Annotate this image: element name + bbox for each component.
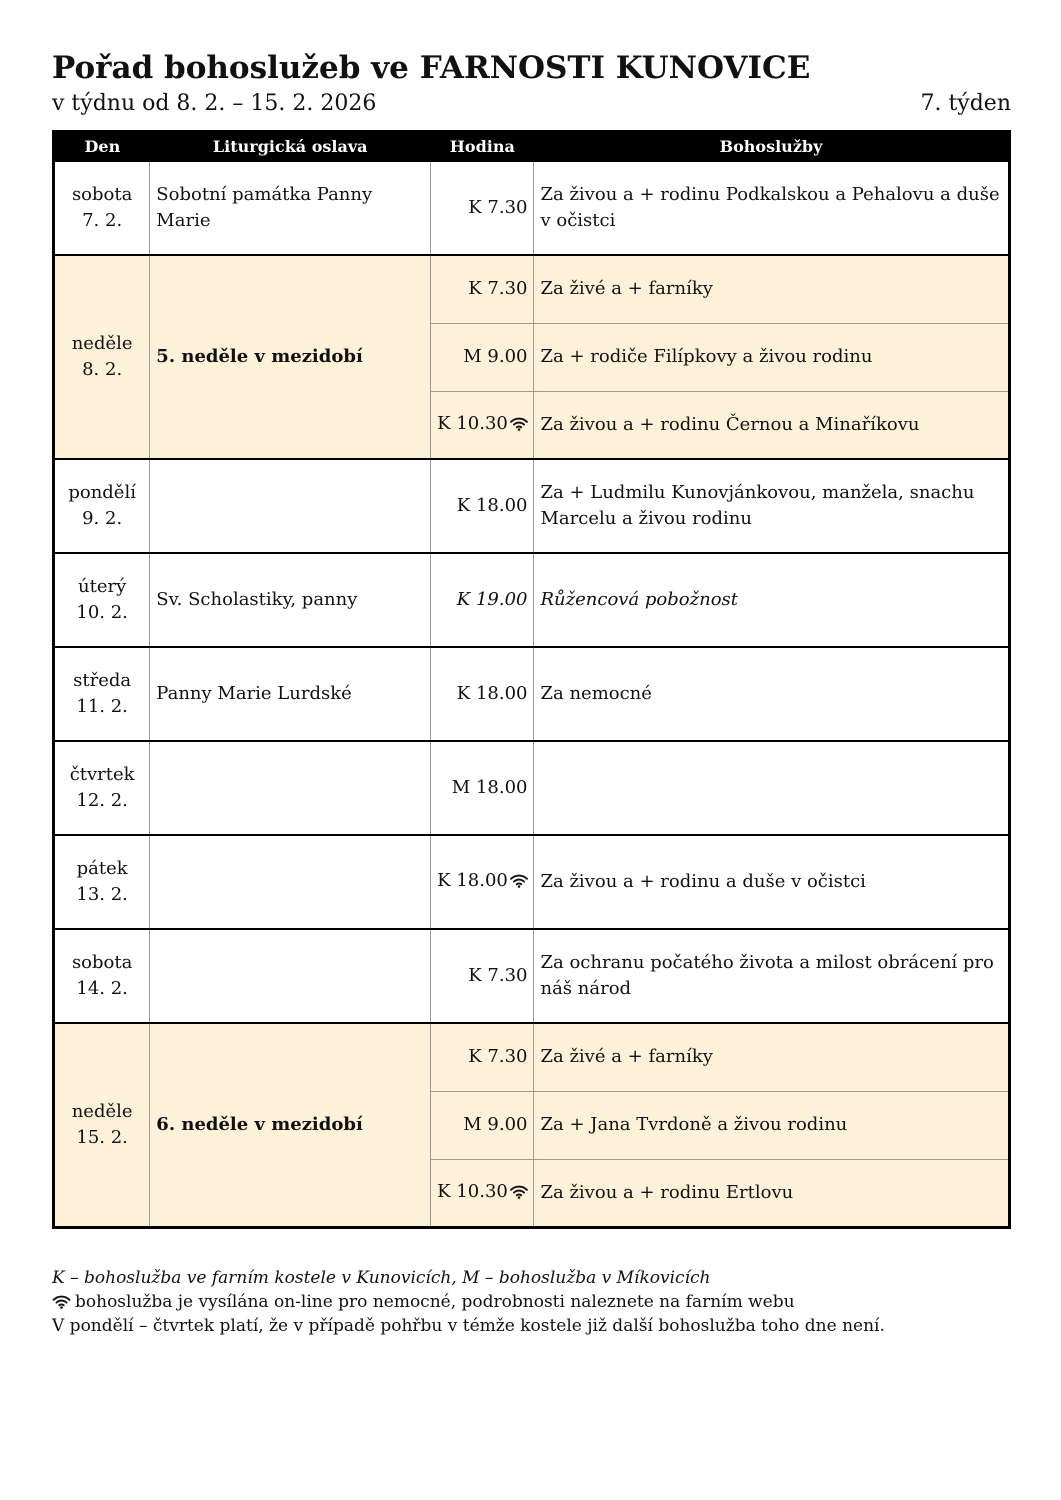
day-name: středa bbox=[73, 670, 132, 691]
table-header-row bbox=[54, 132, 1010, 162]
day-cell bbox=[54, 835, 150, 929]
intention-cell: Za + Jana Tvrdoně a živou rodinu bbox=[534, 1091, 1010, 1159]
hour-text: K 10.30 bbox=[437, 1180, 508, 1202]
hour-text: K 7.30 bbox=[468, 965, 528, 986]
hour-cell bbox=[431, 929, 534, 1023]
hour-cell bbox=[431, 647, 534, 741]
intention-cell: Za + rodiče Filípkovy a živou rodinu bbox=[534, 323, 1010, 391]
liturgy-cell: Panny Marie Lurdské bbox=[150, 647, 431, 741]
hour-text: K 7.30 bbox=[468, 1046, 528, 1068]
week-range: v týdnu od 8. 2. – 15. 2. 2026 bbox=[52, 91, 377, 116]
table-row bbox=[54, 255, 1010, 323]
day-cell bbox=[54, 161, 150, 255]
table-row bbox=[54, 161, 1010, 255]
hour-cell bbox=[431, 1023, 534, 1091]
day-date: 11. 2. bbox=[76, 696, 128, 717]
intention-cell: Za živou a + rodinu Ertlovu bbox=[534, 1159, 1010, 1227]
hour-text: K 10.30 bbox=[437, 412, 508, 434]
wifi-icon bbox=[52, 1294, 71, 1309]
day-name: pondělí bbox=[68, 482, 136, 503]
column-header-services: Bohoslužby bbox=[534, 132, 1010, 162]
table-row bbox=[54, 459, 1010, 553]
column-header-liturgy: Liturgická oslava bbox=[150, 132, 431, 162]
intention-cell: Za živou a + rodinu Podkalskou a Pehalovu a duše v očistci bbox=[534, 161, 1010, 255]
intention-cell: Růžencová pobožnost bbox=[534, 553, 1010, 647]
hour-cell bbox=[431, 835, 534, 929]
schedule-body bbox=[54, 161, 1010, 1227]
online-note: bohoslužba je vysílána on-line pro nemocné, podrobnosti naleznete na farním webu bbox=[75, 1292, 795, 1312]
liturgy-cell: 6. neděle v mezidobí bbox=[150, 1023, 431, 1227]
hour-text: M 18.00 bbox=[451, 777, 528, 798]
page-title: Pořad bohoslužeb ve FARNOSTI KUNOVICE bbox=[52, 50, 811, 86]
table-row bbox=[54, 835, 1010, 929]
day-name: úterý bbox=[78, 576, 127, 597]
hour-text: K 18.00 bbox=[437, 870, 508, 891]
intention-cell: Za živou a + rodinu a duše v očistci bbox=[534, 835, 1010, 929]
wifi-icon bbox=[509, 1181, 529, 1207]
column-header-hour: Hodina bbox=[431, 132, 534, 162]
hour-text: K 18.00 bbox=[456, 683, 528, 704]
funeral-note: V pondělí – čtvrtek platí, že v případě pohřbu v témže kostele již další bohoslužba toho dne není. bbox=[52, 1316, 885, 1336]
table-row bbox=[54, 741, 1010, 835]
day-cell bbox=[54, 741, 150, 835]
hour-cell bbox=[431, 161, 534, 255]
day-date: 10. 2. bbox=[76, 602, 128, 623]
day-cell bbox=[54, 647, 150, 741]
intention-cell: Za živou a + rodinu Černou a Minaříkovu bbox=[534, 391, 1010, 459]
liturgy-cell bbox=[150, 929, 431, 1023]
day-cell bbox=[54, 1023, 150, 1227]
table-row bbox=[54, 647, 1010, 741]
hour-cell bbox=[431, 1159, 534, 1227]
intention-cell: Za živé a + farníky bbox=[534, 255, 1010, 323]
day-name: sobota bbox=[71, 184, 133, 205]
day-date: 14. 2. bbox=[76, 978, 128, 999]
day-name: pátek bbox=[76, 858, 128, 879]
day-name: sobota bbox=[71, 952, 133, 973]
week-number: 7. týden bbox=[920, 91, 1011, 116]
intention-cell: Za ochranu počatého života a milost obrácení pro náš národ bbox=[534, 929, 1010, 1023]
hour-cell bbox=[431, 323, 534, 391]
hour-cell bbox=[431, 459, 534, 553]
wifi-icon bbox=[509, 413, 529, 439]
liturgy-cell bbox=[150, 741, 431, 835]
intention-cell: Za nemocné bbox=[534, 647, 1010, 741]
day-date: 8. 2. bbox=[82, 359, 123, 380]
day-date: 13. 2. bbox=[76, 884, 128, 905]
hour-cell bbox=[431, 1091, 534, 1159]
hour-text: K 7.30 bbox=[468, 197, 528, 218]
table-row bbox=[54, 1023, 1010, 1091]
day-date: 12. 2. bbox=[76, 790, 128, 811]
legend-note: K – bohoslužba ve farním kostele v Kunovicích, M – bohoslužba v Míkovicích bbox=[52, 1268, 711, 1288]
footer-notes bbox=[52, 1266, 885, 1338]
hour-cell bbox=[431, 391, 534, 459]
day-name: neděle bbox=[71, 1100, 133, 1122]
wifi-icon bbox=[509, 870, 529, 896]
intention-cell: Za živé a + farníky bbox=[534, 1023, 1010, 1091]
liturgy-cell bbox=[150, 459, 431, 553]
intention-cell: Za + Ludmilu Kunovjánkovou, manžela, snachu Marcelu a živou rodinu bbox=[534, 459, 1010, 553]
day-cell bbox=[54, 929, 150, 1023]
hour-text: M 9.00 bbox=[463, 1114, 528, 1135]
hour-cell bbox=[431, 255, 534, 323]
day-date: 7. 2. bbox=[82, 210, 123, 231]
day-cell bbox=[54, 553, 150, 647]
table-row bbox=[54, 553, 1010, 647]
intention-cell bbox=[534, 741, 1010, 835]
day-cell bbox=[54, 255, 150, 459]
day-name: neděle bbox=[71, 333, 133, 354]
liturgy-cell bbox=[150, 835, 431, 929]
online-note-line bbox=[52, 1290, 885, 1314]
hour-cell bbox=[431, 553, 534, 647]
liturgy-cell: Sv. Scholastiky, panny bbox=[150, 553, 431, 647]
day-date: 9. 2. bbox=[82, 508, 123, 529]
hour-text: M 9.00 bbox=[463, 346, 528, 367]
table-row bbox=[54, 929, 1010, 1023]
hour-text: K 7.30 bbox=[468, 278, 528, 300]
day-name: čtvrtek bbox=[69, 764, 135, 785]
liturgy-cell: 5. neděle v mezidobí bbox=[150, 255, 431, 459]
schedule-table bbox=[52, 130, 1011, 1229]
column-header-day: Den bbox=[54, 132, 150, 162]
hour-cell bbox=[431, 741, 534, 835]
hour-text: K 18.00 bbox=[456, 495, 528, 516]
day-date: 15. 2. bbox=[76, 1126, 128, 1148]
hour-text: K 19.00 bbox=[456, 589, 528, 610]
day-cell bbox=[54, 459, 150, 553]
liturgy-cell: Sobotní památka Panny Marie bbox=[150, 161, 431, 255]
